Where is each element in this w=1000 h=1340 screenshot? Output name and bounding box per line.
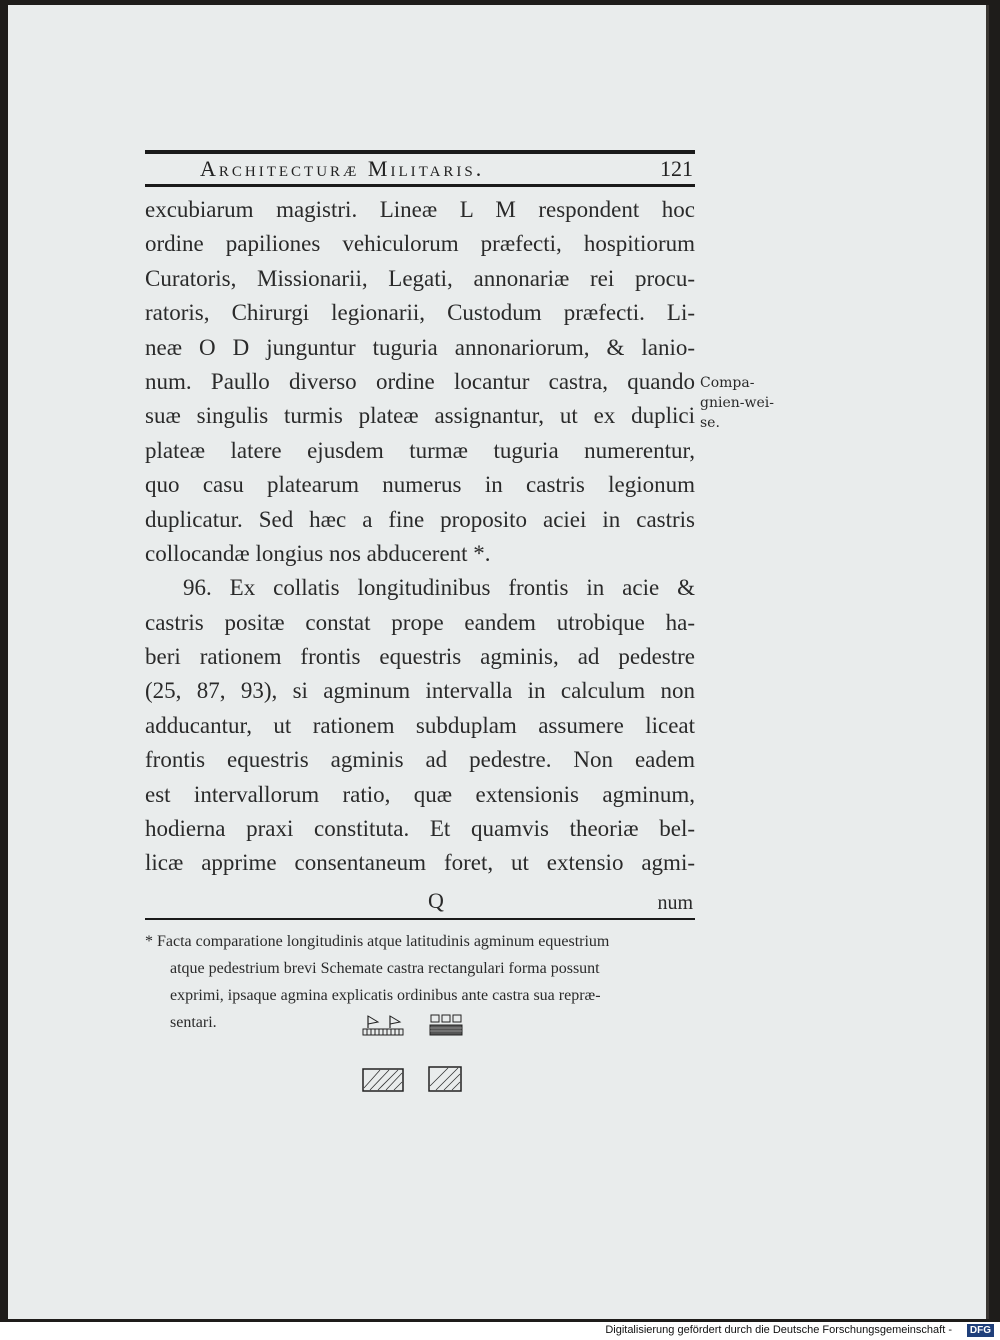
page-number: 121: [660, 156, 693, 181]
body-line: plateæ latere ejusdem turmæ tuguria numerentur,: [145, 437, 695, 463]
body-line: num. Paullo diverso ordine locantur castra, quando: [145, 368, 695, 394]
body-line: ordine papiliones vehiculorum præfecti, hospitiorum: [145, 231, 695, 257]
body-line: Curatoris, Missionarii, Legati, annonariæ rei procu-: [145, 265, 695, 291]
footnote-line: sentari.: [170, 1014, 217, 1031]
body-line: adducantur, ut rationem subduplam assumere liceat: [145, 712, 695, 738]
infantry-camp-rectangle-figure: [428, 1066, 462, 1092]
marginal-note-line: gnien-wei-: [700, 395, 774, 411]
catchline: [145, 886, 695, 916]
footnote-line: * Facta comparatione longitudinis atque latitudinis agminum equestrium: [145, 933, 610, 950]
body-line: frontis equestris agminis ad pedestre. Non eadem: [145, 747, 695, 773]
body-line: collocandæ longius nos abducerent *.: [145, 540, 491, 566]
body-line: excubiarum magistri. Lineæ L M respondent hoc: [145, 197, 695, 222]
body-line: duplicatur. Sed hæc a fine proposito aciei in castris: [145, 506, 695, 532]
body-line: hodierna praxi constituta. Et quamvis theoriæ bel-: [145, 816, 695, 842]
footnote-line: exprimi, ipsaque agmina explicatis ordinibus ante castra sua repræ-: [170, 987, 601, 1004]
body-line: castris positæ constat prope eandem utrobique ha-: [145, 609, 695, 635]
body-line-paragraph-start: 96. Ex collatis longitudinibus frontis in acie &: [183, 575, 695, 601]
cavalry-camp-schema-figure: [362, 1012, 404, 1038]
body-line: beri rationem frontis equestris agminis, ad pedestre: [145, 644, 695, 670]
body-text: [145, 193, 695, 881]
body-line: est intervallorum ratio, quæ extensionis agminum,: [145, 781, 695, 807]
running-title: Architecturæ Militaris.: [200, 156, 485, 181]
body-line: (25, 87, 93), si agminum intervalla in calculum non: [145, 678, 695, 704]
marginal-note-line: Compa-: [700, 375, 755, 391]
cavalry-camp-rectangle-figure: [362, 1068, 404, 1092]
marginal-note: [700, 373, 774, 433]
body-line: ratoris, Chirurgi legionarii, Custodum præfecti. Li-: [145, 300, 695, 326]
marginal-note-line: se.: [700, 415, 720, 431]
signature-mark: Q: [428, 888, 444, 913]
footnote: [145, 928, 695, 1036]
footnote-rule: [145, 918, 695, 920]
body-line: suæ singulis turmis plateæ assignantur, ut ex duplici: [145, 403, 695, 429]
footnote-line: atque pedestrium brevi Schemate castra rectangulari forma possunt: [170, 960, 600, 977]
running-head: [145, 150, 695, 187]
catchword: num: [657, 892, 693, 914]
body-line: quo casu platearum numerus in castris legionum: [145, 472, 695, 498]
body-line: neæ O D junguntur tuguria annonariorum, & lanio-: [145, 334, 695, 360]
digitization-footer: [0, 1322, 1000, 1340]
infantry-camp-schema-figure: [428, 1012, 464, 1038]
digitization-credit: Digitalisierung gefördert durch die Deutsche Forschungsgemeinschaft -: [605, 1324, 952, 1336]
body-line: licæ apprime consentaneum foret, ut extensio agmi-: [145, 850, 695, 876]
dfg-logo: DFG: [967, 1324, 994, 1337]
